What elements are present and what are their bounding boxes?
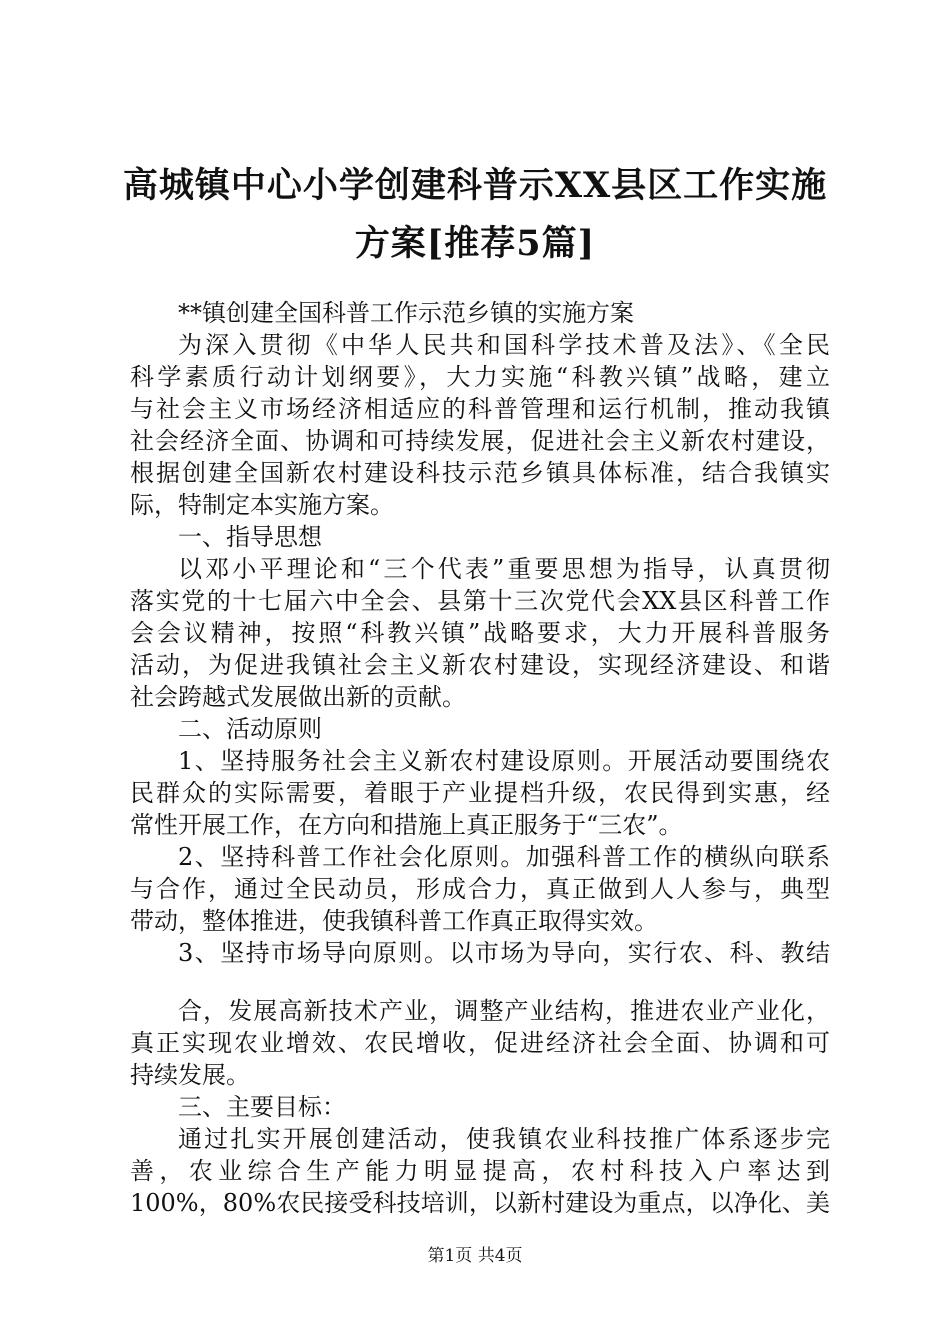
paragraph-line: 与合作，通过全民动员，形成合力，真正做到人人参与，典型 (130, 875, 830, 903)
document-title-line-2: 方案[推荐5篇] (354, 223, 596, 264)
paragraph-line: 活动，为促进我镇社会主义新农村建设，实现经济建设、和谐 (130, 651, 830, 679)
paragraph-line: 际，特制定本实施方案。 (130, 491, 394, 519)
page-number-footer: 第1页 共4页 (427, 1246, 523, 1266)
paragraph-line: 常性开展工作，在方向和措施上真正服务于“三农”。 (130, 811, 683, 839)
paragraph-line: 以邓小平理论和“三个代表”重要思想为指导，认真贯彻 (178, 555, 830, 583)
section-heading: **镇创建全国科普工作示范乡镇的实施方案 (178, 299, 634, 327)
paragraph-line: 根据创建全国新农村建设科技示范乡镇具体标准，结合我镇实 (130, 459, 830, 487)
paragraph-line: 社会经济全面、协调和可持续发展，促进社会主义新农村建设， (130, 427, 830, 455)
paragraph-line: 带动，整体推进，使我镇科普工作真正取得实效。 (130, 907, 658, 935)
paragraph-line: 真正实现农业增效、农民增收，促进经济社会全面、协调和可 (130, 1029, 830, 1057)
paragraph-line: 合，发展高新技术产业，调整产业结构，推进农业产业化， (178, 997, 830, 1025)
paragraph-line: 2、坚持科普工作社会化原则。加强科普工作的横纵向联系 (178, 843, 830, 871)
section-heading: 三、主要目标： (178, 1093, 346, 1121)
section-heading: 一、指导思想 (178, 523, 322, 551)
document-title-line-1: 高城镇中心小学创建科普示XX县区工作实施 (122, 165, 828, 206)
paragraph-line: 通过扎实开展创建活动，使我镇农业科技推广体系逐步完 (178, 1125, 830, 1153)
paragraph-line: 科学素质行动计划纲要》，大力实施“科教兴镇”战略，建立 (130, 363, 830, 391)
paragraph-line: 为深入贯彻《中华人民共和国科学技术普及法》、《全民 (178, 331, 830, 359)
paragraph-line: 100%，80%农民接受科技培训，以新村建设为重点，以净化、美 (130, 1189, 830, 1217)
paragraph-line: 1、坚持服务社会主义新农村建设原则。开展活动要围绕农 (178, 747, 830, 775)
paragraph-line: 社会跨越式发展做出新的贡献。 (130, 683, 466, 711)
paragraph-line: 会会议精神，按照“科教兴镇”战略要求，大力开展科普服务 (130, 619, 830, 647)
paragraph-line: 民群众的实际需要，着眼于产业提档升级，农民得到实惠，经 (130, 779, 830, 807)
paragraph-line: 善，农业综合生产能力明显提高，农村科技入户率达到 (130, 1157, 830, 1185)
paragraph-line: 3、坚持市场导向原则。以市场为导向，实行农、科、教结 (178, 939, 830, 967)
section-heading: 二、活动原则 (178, 715, 322, 743)
paragraph-line: 与社会主义市场经济相适应的科普管理和运行机制，推动我镇 (130, 395, 830, 423)
paragraph-line: 落实党的十七届六中全会、县第十三次党代会XX县区科普工作 (130, 587, 830, 615)
paragraph-line: 持续发展。 (130, 1061, 250, 1089)
